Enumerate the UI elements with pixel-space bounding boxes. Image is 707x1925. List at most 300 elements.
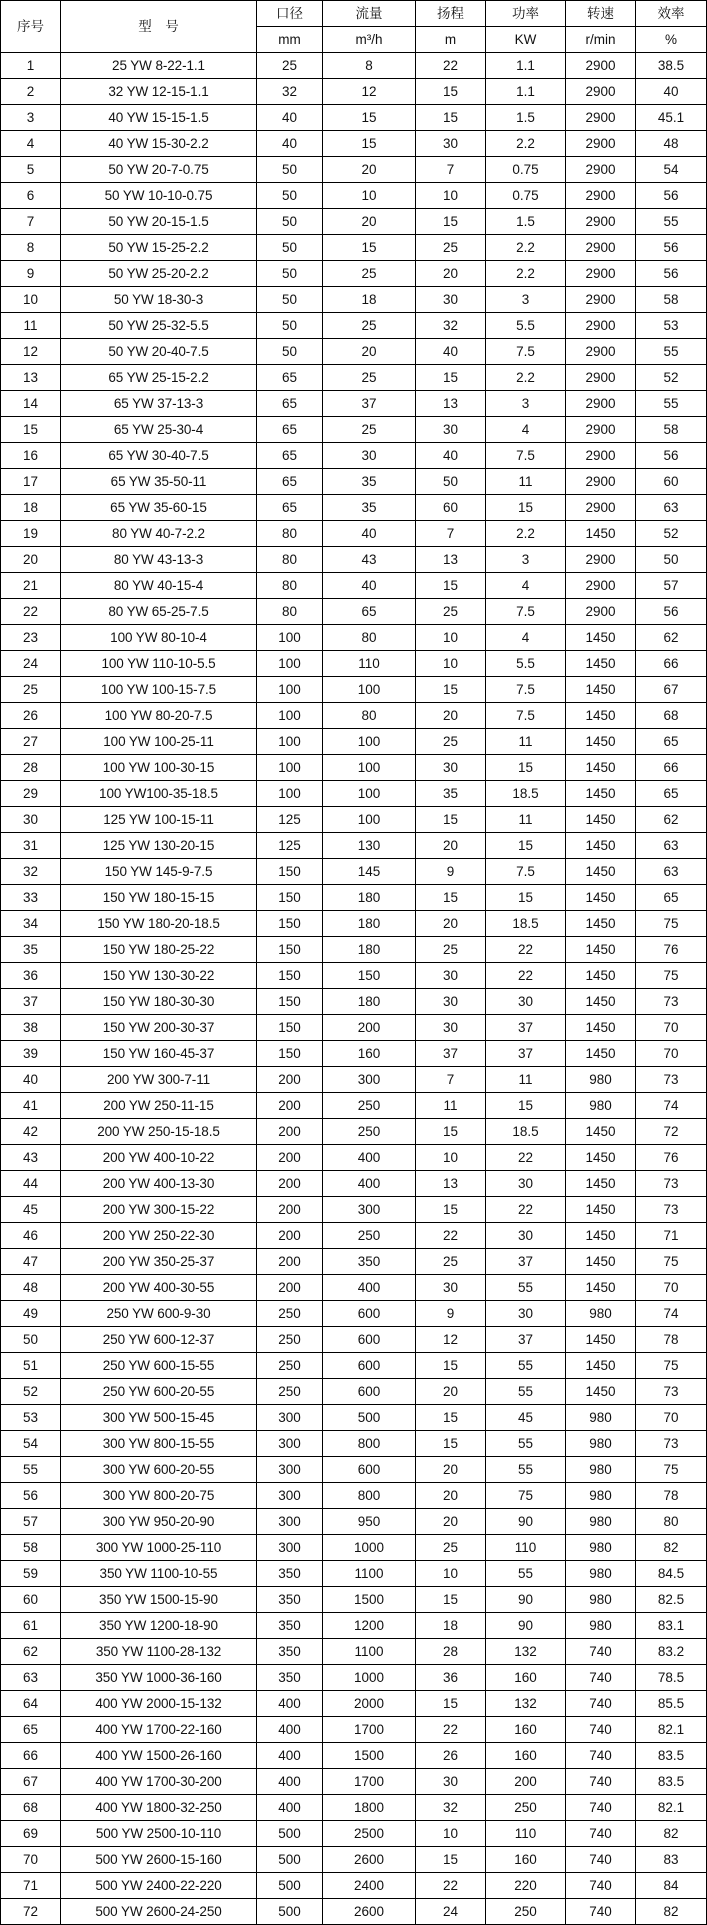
cell-caliber: 500: [257, 1821, 323, 1847]
cell-power: 18.5: [486, 1119, 566, 1145]
table-row: [1, 1795, 707, 1821]
cell-model: 100 YW100-35-18.5: [61, 781, 257, 807]
cell-efficiency: 55: [636, 209, 707, 235]
header-model: 型 号: [61, 1, 257, 53]
cell-speed: 2900: [566, 573, 636, 599]
cell-caliber: 80: [257, 547, 323, 573]
cell-model: 500 YW 2600-24-250: [61, 1899, 257, 1925]
cell-flow: 15: [323, 105, 416, 131]
cell-no: 27: [1, 729, 61, 755]
cell-caliber: 25: [257, 53, 323, 79]
cell-efficiency: 73: [636, 1067, 707, 1093]
cell-no: 22: [1, 599, 61, 625]
cell-caliber: 200: [257, 1223, 323, 1249]
cell-head: 10: [416, 625, 486, 651]
cell-head: 25: [416, 729, 486, 755]
cell-speed: 980: [566, 1457, 636, 1483]
cell-power: 2.2: [486, 261, 566, 287]
cell-no: 68: [1, 1795, 61, 1821]
cell-head: 10: [416, 1821, 486, 1847]
table-row: [1, 1613, 707, 1639]
cell-no: 65: [1, 1717, 61, 1743]
cell-no: 31: [1, 833, 61, 859]
cell-model: 500 YW 2500-10-110: [61, 1821, 257, 1847]
cell-head: 11: [416, 1093, 486, 1119]
cell-head: 10: [416, 1561, 486, 1587]
cell-no: 35: [1, 937, 61, 963]
cell-caliber: 100: [257, 729, 323, 755]
cell-speed: 2900: [566, 495, 636, 521]
cell-speed: 2900: [566, 313, 636, 339]
cell-speed: 2900: [566, 547, 636, 573]
cell-flow: 43: [323, 547, 416, 573]
cell-caliber: 32: [257, 79, 323, 105]
table-row: [1, 157, 707, 183]
cell-speed: 2900: [566, 105, 636, 131]
cell-efficiency: 83: [636, 1847, 707, 1873]
cell-speed: 740: [566, 1899, 636, 1925]
header-speed-unit: r/min: [566, 27, 636, 53]
cell-no: 59: [1, 1561, 61, 1587]
cell-head: 26: [416, 1743, 486, 1769]
cell-no: 18: [1, 495, 61, 521]
cell-speed: 1450: [566, 521, 636, 547]
cell-power: 22: [486, 1145, 566, 1171]
cell-efficiency: 55: [636, 391, 707, 417]
cell-efficiency: 62: [636, 807, 707, 833]
cell-head: 15: [416, 573, 486, 599]
cell-no: 12: [1, 339, 61, 365]
cell-head: 7: [416, 521, 486, 547]
cell-head: 30: [416, 417, 486, 443]
cell-model: 200 YW 400-30-55: [61, 1275, 257, 1301]
cell-power: 22: [486, 963, 566, 989]
cell-flow: 18: [323, 287, 416, 313]
cell-no: 37: [1, 989, 61, 1015]
cell-head: 30: [416, 1275, 486, 1301]
cell-caliber: 250: [257, 1301, 323, 1327]
cell-caliber: 300: [257, 1483, 323, 1509]
cell-model: 80 YW 40-15-4: [61, 573, 257, 599]
cell-model: 350 YW 1500-15-90: [61, 1587, 257, 1613]
cell-efficiency: 76: [636, 1145, 707, 1171]
table-row: [1, 1015, 707, 1041]
cell-head: 40: [416, 339, 486, 365]
cell-power: 15: [486, 755, 566, 781]
cell-no: 72: [1, 1899, 61, 1925]
cell-model: 65 YW 35-60-15: [61, 495, 257, 521]
table-row: [1, 1587, 707, 1613]
cell-no: 46: [1, 1223, 61, 1249]
cell-no: 23: [1, 625, 61, 651]
cell-head: 22: [416, 1873, 486, 1899]
cell-model: 250 YW 600-12-37: [61, 1327, 257, 1353]
cell-caliber: 200: [257, 1093, 323, 1119]
cell-model: 200 YW 350-25-37: [61, 1249, 257, 1275]
cell-speed: 1450: [566, 833, 636, 859]
cell-model: 80 YW 40-7-2.2: [61, 521, 257, 547]
table-row: [1, 339, 707, 365]
cell-speed: 740: [566, 1691, 636, 1717]
cell-head: 22: [416, 53, 486, 79]
cell-flow: 2600: [323, 1847, 416, 1873]
cell-model: 200 YW 250-11-15: [61, 1093, 257, 1119]
table-row: [1, 1483, 707, 1509]
cell-efficiency: 40: [636, 79, 707, 105]
cell-model: 350 YW 1200-18-90: [61, 1613, 257, 1639]
cell-caliber: 350: [257, 1665, 323, 1691]
table-row: [1, 807, 707, 833]
table-row: [1, 53, 707, 79]
cell-efficiency: 62: [636, 625, 707, 651]
cell-head: 25: [416, 937, 486, 963]
cell-caliber: 80: [257, 573, 323, 599]
cell-flow: 2400: [323, 1873, 416, 1899]
cell-efficiency: 52: [636, 521, 707, 547]
cell-head: 25: [416, 235, 486, 261]
cell-speed: 1450: [566, 1197, 636, 1223]
cell-head: 30: [416, 131, 486, 157]
cell-power: 15: [486, 885, 566, 911]
cell-efficiency: 52: [636, 365, 707, 391]
cell-power: 7.5: [486, 339, 566, 365]
cell-no: 49: [1, 1301, 61, 1327]
cell-caliber: 200: [257, 1119, 323, 1145]
cell-flow: 20: [323, 209, 416, 235]
table-row: [1, 599, 707, 625]
cell-flow: 2000: [323, 1691, 416, 1717]
table-row: [1, 1561, 707, 1587]
cell-speed: 2900: [566, 53, 636, 79]
cell-power: 18.5: [486, 781, 566, 807]
cell-caliber: 250: [257, 1353, 323, 1379]
cell-flow: 100: [323, 781, 416, 807]
cell-no: 29: [1, 781, 61, 807]
cell-power: 75: [486, 1483, 566, 1509]
cell-model: 400 YW 1500-26-160: [61, 1743, 257, 1769]
cell-speed: 740: [566, 1873, 636, 1899]
cell-no: 33: [1, 885, 61, 911]
cell-efficiency: 48: [636, 131, 707, 157]
cell-efficiency: 83.1: [636, 1613, 707, 1639]
cell-efficiency: 73: [636, 1431, 707, 1457]
cell-caliber: 50: [257, 313, 323, 339]
table-row: [1, 547, 707, 573]
cell-efficiency: 56: [636, 261, 707, 287]
table-row: [1, 1665, 707, 1691]
cell-caliber: 50: [257, 339, 323, 365]
cell-efficiency: 53: [636, 313, 707, 339]
cell-flow: 80: [323, 703, 416, 729]
cell-flow: 1700: [323, 1717, 416, 1743]
table-row: [1, 1145, 707, 1171]
cell-speed: 2900: [566, 417, 636, 443]
table-row: [1, 1223, 707, 1249]
cell-model: 100 YW 100-15-7.5: [61, 677, 257, 703]
cell-caliber: 150: [257, 885, 323, 911]
cell-model: 400 YW 1700-22-160: [61, 1717, 257, 1743]
cell-power: 7.5: [486, 677, 566, 703]
cell-no: 2: [1, 79, 61, 105]
cell-head: 30: [416, 755, 486, 781]
cell-speed: 740: [566, 1743, 636, 1769]
cell-no: 38: [1, 1015, 61, 1041]
cell-model: 100 YW 80-10-4: [61, 625, 257, 651]
cell-no: 69: [1, 1821, 61, 1847]
cell-head: 15: [416, 677, 486, 703]
table-row: [1, 443, 707, 469]
cell-head: 15: [416, 79, 486, 105]
table-row: [1, 573, 707, 599]
cell-no: 51: [1, 1353, 61, 1379]
cell-speed: 1450: [566, 807, 636, 833]
cell-power: 22: [486, 937, 566, 963]
cell-speed: 1450: [566, 677, 636, 703]
cell-model: 150 YW 180-15-15: [61, 885, 257, 911]
cell-power: 3: [486, 287, 566, 313]
cell-model: 150 YW 180-25-22: [61, 937, 257, 963]
cell-model: 50 YW 18-30-3: [61, 287, 257, 313]
cell-power: 37: [486, 1327, 566, 1353]
cell-speed: 1450: [566, 651, 636, 677]
table-row: [1, 521, 707, 547]
cell-speed: 1450: [566, 937, 636, 963]
cell-no: 45: [1, 1197, 61, 1223]
cell-caliber: 400: [257, 1717, 323, 1743]
cell-caliber: 300: [257, 1535, 323, 1561]
cell-speed: 1450: [566, 1249, 636, 1275]
cell-no: 30: [1, 807, 61, 833]
cell-flow: 145: [323, 859, 416, 885]
cell-power: 11: [486, 469, 566, 495]
cell-caliber: 300: [257, 1457, 323, 1483]
cell-head: 20: [416, 1483, 486, 1509]
cell-caliber: 150: [257, 989, 323, 1015]
cell-model: 250 YW 600-15-55: [61, 1353, 257, 1379]
cell-speed: 1450: [566, 885, 636, 911]
cell-head: 10: [416, 651, 486, 677]
cell-efficiency: 75: [636, 963, 707, 989]
cell-efficiency: 74: [636, 1093, 707, 1119]
cell-efficiency: 73: [636, 1197, 707, 1223]
table-row: [1, 1041, 707, 1067]
cell-model: 65 YW 25-30-4: [61, 417, 257, 443]
table-row: [1, 1743, 707, 1769]
cell-model: 100 YW 80-20-7.5: [61, 703, 257, 729]
cell-efficiency: 70: [636, 1041, 707, 1067]
cell-no: 71: [1, 1873, 61, 1899]
cell-no: 66: [1, 1743, 61, 1769]
cell-efficiency: 56: [636, 183, 707, 209]
cell-power: 55: [486, 1275, 566, 1301]
header-flow: 流量: [323, 1, 416, 27]
cell-no: 44: [1, 1171, 61, 1197]
cell-speed: 2900: [566, 469, 636, 495]
cell-head: 40: [416, 443, 486, 469]
cell-speed: 740: [566, 1639, 636, 1665]
cell-caliber: 80: [257, 521, 323, 547]
cell-head: 20: [416, 911, 486, 937]
cell-efficiency: 78.5: [636, 1665, 707, 1691]
cell-speed: 2900: [566, 157, 636, 183]
cell-no: 6: [1, 183, 61, 209]
cell-caliber: 40: [257, 105, 323, 131]
cell-flow: 25: [323, 261, 416, 287]
cell-efficiency: 65: [636, 781, 707, 807]
header-head-unit: m: [416, 27, 486, 53]
cell-efficiency: 78: [636, 1483, 707, 1509]
cell-caliber: 150: [257, 911, 323, 937]
cell-head: 20: [416, 1457, 486, 1483]
cell-head: 22: [416, 1717, 486, 1743]
cell-speed: 2900: [566, 443, 636, 469]
cell-model: 200 YW 250-15-18.5: [61, 1119, 257, 1145]
cell-speed: 1450: [566, 859, 636, 885]
cell-speed: 980: [566, 1509, 636, 1535]
cell-no: 47: [1, 1249, 61, 1275]
cell-head: 15: [416, 1691, 486, 1717]
cell-speed: 1450: [566, 755, 636, 781]
cell-flow: 500: [323, 1405, 416, 1431]
cell-model: 80 YW 43-13-3: [61, 547, 257, 573]
cell-no: 25: [1, 677, 61, 703]
cell-head: 15: [416, 1847, 486, 1873]
cell-power: 220: [486, 1873, 566, 1899]
cell-head: 7: [416, 157, 486, 183]
cell-no: 26: [1, 703, 61, 729]
cell-speed: 980: [566, 1301, 636, 1327]
cell-efficiency: 83.2: [636, 1639, 707, 1665]
header-head: 扬程: [416, 1, 486, 27]
table-row: [1, 1301, 707, 1327]
cell-power: 30: [486, 1223, 566, 1249]
cell-head: 28: [416, 1639, 486, 1665]
cell-flow: 950: [323, 1509, 416, 1535]
cell-speed: 740: [566, 1665, 636, 1691]
cell-model: 350 YW 1100-10-55: [61, 1561, 257, 1587]
cell-efficiency: 82.1: [636, 1795, 707, 1821]
cell-no: 21: [1, 573, 61, 599]
cell-speed: 1450: [566, 1041, 636, 1067]
cell-caliber: 200: [257, 1171, 323, 1197]
cell-model: 80 YW 65-25-7.5: [61, 599, 257, 625]
cell-efficiency: 65: [636, 729, 707, 755]
header-flow-unit: m³/h: [323, 27, 416, 53]
table-row: [1, 1873, 707, 1899]
cell-head: 22: [416, 1223, 486, 1249]
cell-power: 250: [486, 1899, 566, 1925]
cell-head: 37: [416, 1041, 486, 1067]
cell-speed: 2900: [566, 261, 636, 287]
cell-flow: 800: [323, 1431, 416, 1457]
cell-head: 15: [416, 1197, 486, 1223]
header-efficiency-unit: %: [636, 27, 707, 53]
cell-power: 2.2: [486, 235, 566, 261]
cell-model: 125 YW 130-20-15: [61, 833, 257, 859]
cell-flow: 100: [323, 755, 416, 781]
cell-caliber: 100: [257, 651, 323, 677]
cell-model: 150 YW 180-30-30: [61, 989, 257, 1015]
cell-speed: 2900: [566, 339, 636, 365]
cell-flow: 40: [323, 521, 416, 547]
cell-power: 2.2: [486, 521, 566, 547]
cell-efficiency: 68: [636, 703, 707, 729]
cell-speed: 1450: [566, 781, 636, 807]
table-row: [1, 235, 707, 261]
table-row: [1, 755, 707, 781]
table-row: [1, 495, 707, 521]
cell-head: 15: [416, 885, 486, 911]
cell-flow: 150: [323, 963, 416, 989]
cell-caliber: 200: [257, 1067, 323, 1093]
cell-no: 36: [1, 963, 61, 989]
cell-power: 30: [486, 1171, 566, 1197]
table-row: [1, 1899, 707, 1925]
table-row: [1, 1067, 707, 1093]
cell-speed: 1450: [566, 1171, 636, 1197]
cell-speed: 980: [566, 1561, 636, 1587]
table-body: [1, 53, 707, 1925]
header-no: 序号: [1, 1, 61, 53]
cell-speed: 1450: [566, 989, 636, 1015]
cell-flow: 600: [323, 1301, 416, 1327]
cell-model: 200 YW 400-10-22: [61, 1145, 257, 1171]
cell-no: 34: [1, 911, 61, 937]
cell-caliber: 50: [257, 209, 323, 235]
cell-power: 250: [486, 1795, 566, 1821]
cell-model: 400 YW 2000-15-132: [61, 1691, 257, 1717]
cell-caliber: 65: [257, 495, 323, 521]
cell-model: 300 YW 950-20-90: [61, 1509, 257, 1535]
cell-model: 300 YW 800-20-75: [61, 1483, 257, 1509]
cell-power: 2.2: [486, 131, 566, 157]
cell-power: 55: [486, 1561, 566, 1587]
table-row: [1, 365, 707, 391]
cell-power: 132: [486, 1639, 566, 1665]
cell-head: 13: [416, 391, 486, 417]
cell-efficiency: 38.5: [636, 53, 707, 79]
cell-caliber: 400: [257, 1691, 323, 1717]
cell-caliber: 500: [257, 1873, 323, 1899]
cell-flow: 65: [323, 599, 416, 625]
cell-model: 100 YW 110-10-5.5: [61, 651, 257, 677]
cell-efficiency: 58: [636, 417, 707, 443]
cell-no: 17: [1, 469, 61, 495]
cell-model: 40 YW 15-15-1.5: [61, 105, 257, 131]
cell-caliber: 65: [257, 443, 323, 469]
cell-power: 160: [486, 1665, 566, 1691]
cell-flow: 30: [323, 443, 416, 469]
cell-no: 20: [1, 547, 61, 573]
cell-power: 1.1: [486, 53, 566, 79]
cell-model: 200 YW 250-22-30: [61, 1223, 257, 1249]
cell-no: 67: [1, 1769, 61, 1795]
cell-no: 19: [1, 521, 61, 547]
cell-head: 15: [416, 209, 486, 235]
cell-flow: 250: [323, 1119, 416, 1145]
table-row: [1, 1275, 707, 1301]
table-row: [1, 1249, 707, 1275]
cell-speed: 1450: [566, 1145, 636, 1171]
cell-caliber: 50: [257, 235, 323, 261]
header-power-unit: KW: [486, 27, 566, 53]
cell-model: 500 YW 2400-22-220: [61, 1873, 257, 1899]
table-row: [1, 651, 707, 677]
cell-model: 250 YW 600-9-30: [61, 1301, 257, 1327]
cell-speed: 2900: [566, 235, 636, 261]
cell-no: 55: [1, 1457, 61, 1483]
cell-model: 300 YW 1000-25-110: [61, 1535, 257, 1561]
